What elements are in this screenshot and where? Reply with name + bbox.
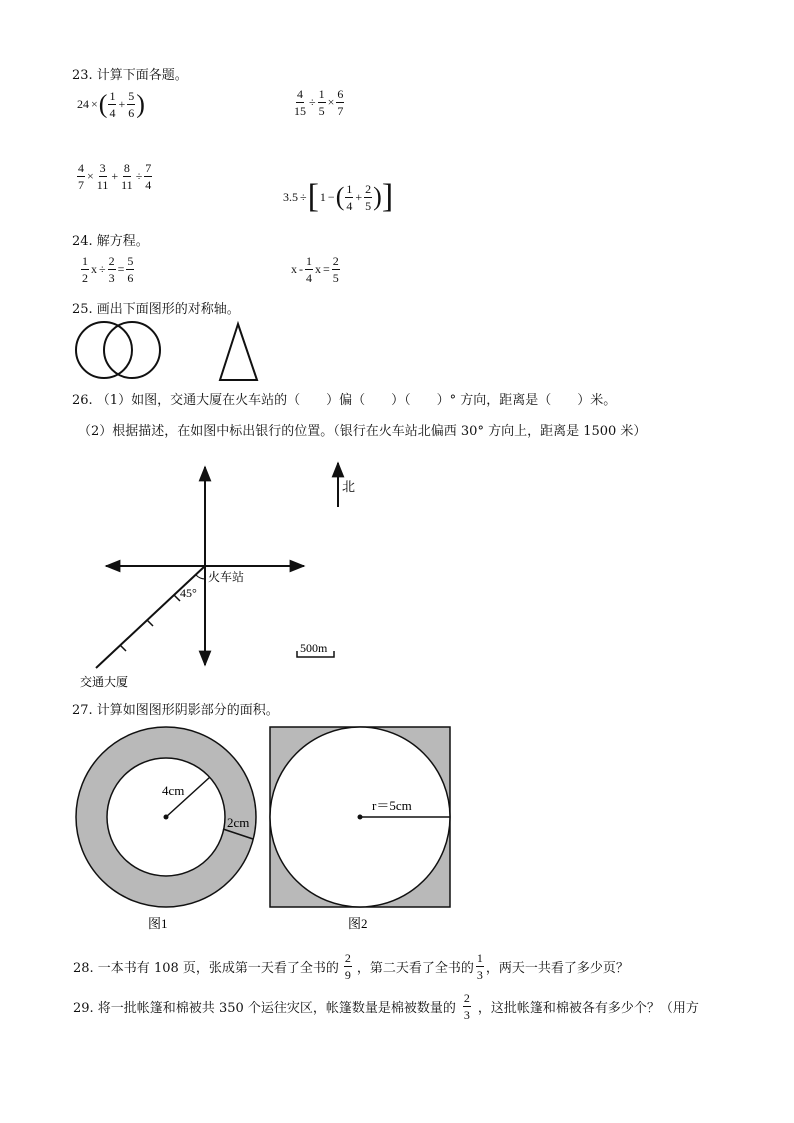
q23-expression-2: $\frac{4}{15}$ ÷ $\frac{1}{5}$ × $\frac{6}{7}$ [294,87,344,118]
q25-figures [70,318,270,384]
q27-figures [70,722,460,932]
q23-title: 23. 计算下面各题。 [72,68,188,83]
q25-title: 25. 画出下面图形的对称轴。 [72,302,240,317]
inner-radius-label: 4cm [162,783,185,798]
q23-expression-1: 24 ×( $\frac{1}{4}$ + $\frac{5}{6}$ ) [77,89,145,120]
radius-label: r＝5cm [372,798,412,813]
tick-mark [147,620,153,626]
tick-mark [120,645,126,651]
q23-expression-4: 3.5 ÷[1 −( $\frac{1}{4}$ + $\frac{2}{5}$ )] [283,178,394,215]
scale-label: 500m [300,641,328,655]
ring-width-label: 2cm [227,815,250,830]
q24-equation-2: x - $\frac{1}{4}$ x = $\frac{2}{5}$ [291,254,339,285]
figure-2-caption: 图2 [348,916,368,931]
q29-text: 29. 将一批帐篷和棉被共 350 个运往灾区，帐篷数量是棉被数量的 $\frac{2}{3}$ ，这批帐篷和棉被各有多少个？（用方 [73,991,699,1022]
q27-title: 27. 计算如图图形阴影部分的面积。 [72,703,279,718]
direction-map [70,455,390,695]
station-label: 火车站 [208,570,245,584]
isosceles-triangle [220,324,257,380]
north-label: 北 [342,479,356,494]
angle-label: 45° [180,586,197,600]
q26-part2: （2）根据描述，在如图中标出银行的位置。（银行在火车站北偏西 30° 方向上，距离是 1500 米） [78,424,647,439]
q24-equation-1: $\frac{1}{2}$ x ÷ $\frac{2}{3}$ = $\frac{5}{6}$ [82,254,134,285]
q24-title: 24. 解方程。 [72,234,149,249]
figure-1-caption: 图1 [148,916,168,931]
angle-arc [196,575,205,579]
route-to-building [96,566,205,668]
q28-text: 28. 一本书有 108 页，张成第一天看了全书的 $\frac{2}{9}$ ，第二天看了全书的 $\frac{1}{3}$ ，两天一共看了多少页？ [73,951,629,982]
q23-expression-3: $\frac{4}{7}$ × $\frac{3}{11}$ + $\frac{8}{11}$ ÷ $\frac{7}{4}$ [78,161,152,192]
building-label: 交通大厦 [80,675,129,689]
q26-part1: 26. （1）如图，交通大厦在火车站的（ ）偏（ ）（ ）° 方向，距离是（ ）米。 [72,393,617,408]
